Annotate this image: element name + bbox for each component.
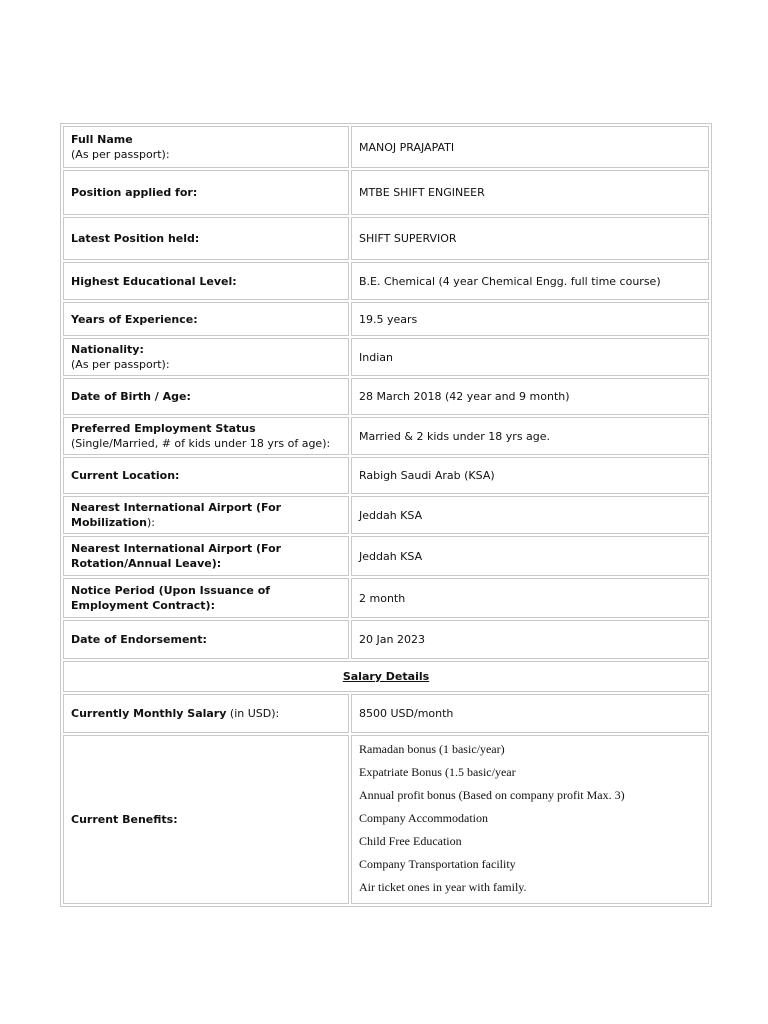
- list-item: Company Accommodation: [359, 811, 488, 825]
- table-row: [63, 496, 709, 534]
- row-label: Nationality:: [71, 343, 144, 356]
- table-row: [63, 417, 709, 455]
- label-cell: [63, 170, 349, 215]
- row-label-note: (As per passport):: [71, 148, 170, 161]
- table-row: [63, 338, 709, 376]
- table-row: [63, 620, 709, 659]
- section-header-row: [63, 661, 709, 692]
- label-cell: [63, 126, 349, 168]
- row-label: Full Name: [71, 133, 133, 146]
- label-cell: [63, 457, 349, 494]
- row-label-note: (Single/Married, # of kids under 18 yrs of age):: [71, 437, 331, 450]
- section-header-cell: [63, 661, 709, 692]
- value-cell: [351, 735, 709, 904]
- row-label: Highest Educational Level:: [71, 274, 237, 288]
- table-row: [63, 170, 709, 215]
- label-cell: [63, 338, 349, 376]
- value-cell: MTBE SHIFT ENGINEER: [351, 170, 709, 215]
- label-cell: [63, 694, 349, 733]
- value-cell: 2 month: [351, 578, 709, 618]
- section-title: Salary Details: [342, 670, 430, 683]
- row-label: Current Location:: [71, 469, 180, 482]
- value-cell: Married & 2 kids under 18 yrs age.: [351, 417, 709, 455]
- table-row: [63, 694, 709, 733]
- row-label-note: (As per passport):: [71, 358, 170, 371]
- row-label: Nearest International Airport (For Rotation/Annual Leave):: [71, 542, 282, 570]
- table-row: [63, 735, 709, 904]
- value-cell: Indian: [351, 338, 709, 376]
- row-label: Date of Endorsement:: [71, 633, 207, 646]
- label-cell: [63, 302, 349, 336]
- table-row: [63, 262, 709, 300]
- table-row: [63, 536, 709, 576]
- label-cell: [63, 378, 349, 415]
- table-row: [63, 217, 709, 260]
- value-cell: MANOJ PRAJAPATI: [351, 126, 709, 168]
- label-cell: [63, 620, 349, 659]
- value-cell: 28 March 2018 (42 year and 9 month): [351, 378, 709, 415]
- row-label: Years of Experience:: [71, 312, 198, 326]
- label-cell: [63, 262, 349, 300]
- label-cell: [63, 417, 349, 455]
- table-row: [63, 302, 709, 336]
- row-label-note: (in USD):: [226, 707, 280, 720]
- list-item: Air ticket ones in year with family.: [359, 880, 527, 894]
- row-label: Nearest International Airport (For Mobilization: [71, 501, 282, 529]
- label-cell: [63, 496, 349, 534]
- row-label: Currently Monthly Salary: [71, 707, 227, 720]
- candidate-details-table: [60, 123, 712, 907]
- value-cell: B.E. Chemical (4 year Chemical Engg. full time course): [351, 262, 709, 300]
- value-cell: 19.5 years: [351, 302, 709, 336]
- table-row: [63, 457, 709, 494]
- row-label: Latest Position held:: [71, 232, 200, 245]
- label-cell: [63, 578, 349, 618]
- list-item: Company Transportation facility: [359, 857, 516, 871]
- list-item: Expatriate Bonus (1.5 basic/year: [359, 765, 516, 779]
- row-label-note: ):: [146, 516, 155, 529]
- list-item: Child Free Education: [359, 834, 462, 848]
- label-cell: [63, 217, 349, 260]
- value-cell: 20 Jan 2023: [351, 620, 709, 659]
- value-cell: Rabigh Saudi Arab (KSA): [351, 457, 709, 494]
- value-cell: 8500 USD/month: [351, 694, 709, 733]
- row-label: Date of Birth / Age:: [71, 390, 191, 403]
- row-label: Position applied for:: [71, 186, 198, 199]
- row-label: Current Benefits:: [71, 813, 178, 826]
- value-cell: Jeddah KSA: [351, 496, 709, 534]
- table-row: [63, 578, 709, 618]
- row-label: Preferred Employment Status: [71, 422, 256, 435]
- value-cell: Jeddah KSA: [351, 536, 709, 576]
- value-cell: SHIFT SUPERVIOR: [351, 217, 709, 260]
- row-label: Notice Period (Upon Issuance of Employment Contract):: [71, 584, 271, 612]
- benefits-list: [359, 736, 701, 903]
- list-item: Annual profit bonus (Based on company profit Max. 3): [359, 788, 625, 802]
- label-cell: [63, 536, 349, 576]
- label-cell: [63, 735, 349, 904]
- table-row: [63, 378, 709, 415]
- table-row: [63, 126, 709, 168]
- list-item: Ramadan bonus (1 basic/year): [359, 742, 505, 756]
